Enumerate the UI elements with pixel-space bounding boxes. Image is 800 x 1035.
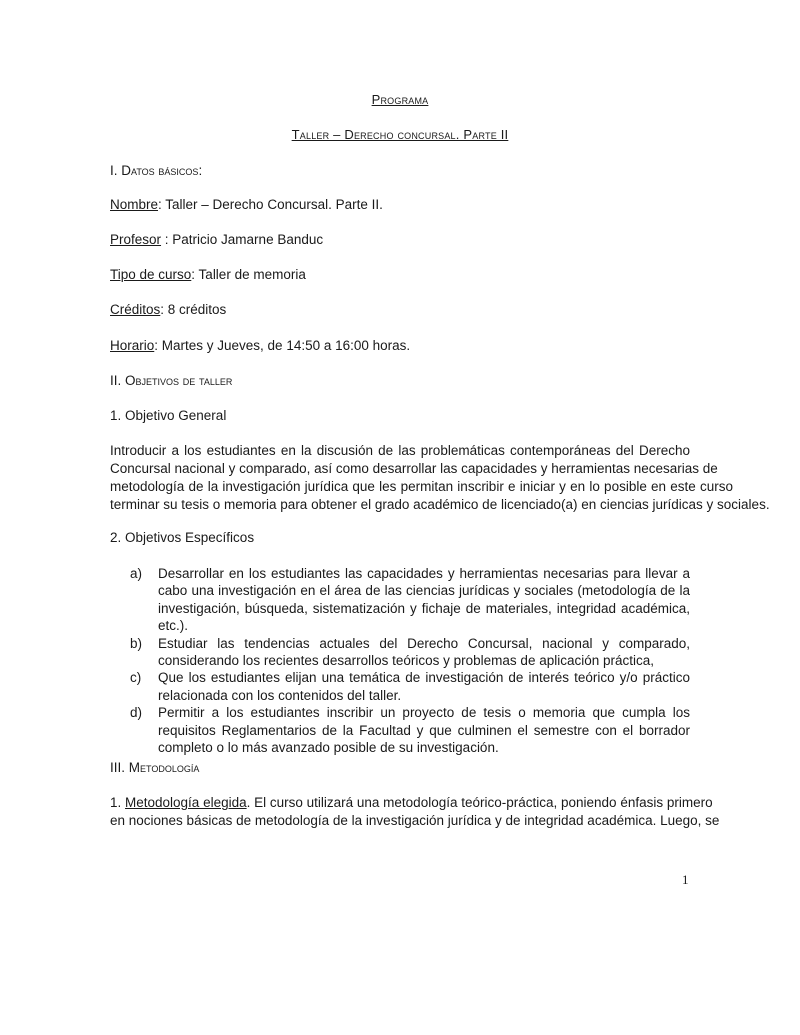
methodology-label: Metodología elegida [125,795,247,810]
field-label: Nombre [110,197,159,212]
paragraph-line: terminar su tesis o memoria para obtener el grado académico de licenciado(a) en ciencias jurídicas y sociales. [110,497,770,512]
paragraph-line: metodología de la investigación jurídica que les permitan inscribir e iniciar y en lo posible en este curso [110,479,733,494]
field-tipo-curso [110,267,306,282]
list-item [130,704,690,756]
section-heading-datos: I. Datos básicos: [110,163,203,178]
field-value: : Taller – Derecho Concursal. Parte II. [158,197,383,212]
list-item [130,635,690,670]
field-value: : 8 créditos [160,302,227,317]
specific-objectives-list [130,565,690,756]
paragraph-line: Introducir a los estudiantes en la discusión de las problemáticas contemporáneas del Derecho [110,443,690,458]
section-heading-objetivos: II. Objetivos de taller [110,373,233,388]
list-marker: d) [130,705,143,721]
field-label: Profesor [110,232,162,247]
list-item-text: Que los estudiantes elijan una temática de investigación de interés teórico y/o práctico relacionada con los contenidos del taller. [158,670,690,703]
list-marker: a) [130,566,143,581]
field-label: Tipo de curso [110,267,192,282]
field-label: Créditos [110,302,161,317]
subheading-objetivo-general: 1. Objetivo General [110,408,227,423]
field-creditos [110,302,226,317]
field-nombre [110,197,383,212]
list-item-text: Desarrollar en los estudiantes las capacidades y herramientas necesarias para llevar a cabo una investigación en el área de las ciencias jurídicas y sociales (metodología de la investigación, búsqueda, sistematización y fichaje de materiales, integridad académica, etc.). [158,566,690,634]
methodology-line-2: en nociones básicas de metodología de la investigación jurídica y de integridad académica. Luego, se [110,813,720,828]
list-marker: c) [130,670,142,686]
list-item-text: Estudiar las tendencias actuales del Derecho Concursal, nacional y comparado, considerando los recientes desarrollos teóricos y problemas de aplicación práctica, [158,635,690,669]
paragraph-objetivo-general [110,442,770,514]
methodology-number: 1. [110,795,126,810]
field-value: : Taller de memoria [191,267,306,282]
methodology-line-1 [110,795,713,810]
paragraph-line: Concursal nacional y comparado, así como desarrollar las capacidades y herramientas necesarias de [110,461,718,476]
subheading-objetivos-especificos: 2. Objetivos Específicos [110,530,255,545]
page-number: 1 [682,872,689,887]
document-title: Programa [371,92,429,107]
list-marker: b) [130,635,143,651]
field-label: Horario [110,338,155,353]
field-horario [110,338,410,353]
field-value: : Patricio Jamarne Banduc [161,232,324,247]
section-heading-metodologia: III. Metodología [110,760,200,775]
field-profesor [110,232,323,247]
document-subtitle: Taller – Derecho concursal. Parte II [291,127,509,142]
list-item [130,565,690,635]
methodology-text: . El curso utilizará una metodología teórico-práctica, poniendo énfasis primero [246,795,713,810]
list-item [130,669,690,704]
list-item-text: Permitir a los estudiantes inscribir un proyecto de tesis o memoria que cumpla los requisitos Reglamentarios de la Facultad y que culminen el semestre con el borrador completo o lo más avanzado posible de su investigación. [158,705,690,756]
field-value: : Martes y Jueves, de 14:50 a 16:00 horas. [154,338,411,353]
